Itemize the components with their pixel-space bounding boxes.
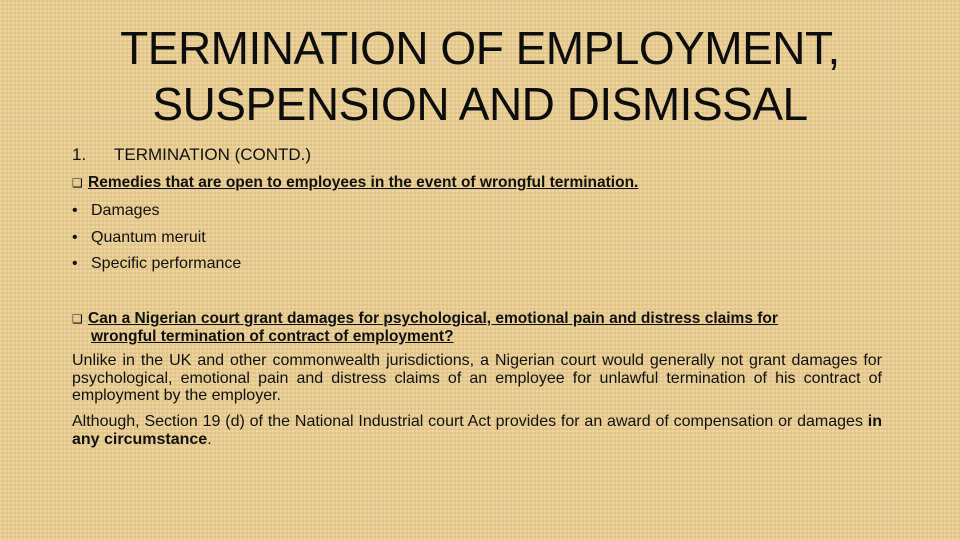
section-number: 1. <box>72 145 87 164</box>
question-line-2: wrongful termination of contract of employment? <box>91 328 454 345</box>
list-item <box>72 251 241 278</box>
bullet-icon: • <box>72 202 78 219</box>
section-heading <box>72 144 311 166</box>
paragraph-2-bold: in any circumstance <box>72 413 882 448</box>
remedies-heading-text: Remedies that are open to employees in the event of wrongful termination. <box>88 174 639 191</box>
bullet-icon: • <box>72 228 78 246</box>
slide-title <box>0 20 960 132</box>
list-item <box>72 225 241 252</box>
checkbox-bullet-icon: ❑ <box>72 312 83 326</box>
list-item-text: Quantum meruit <box>91 228 206 246</box>
remedies-heading <box>72 174 638 192</box>
list-item <box>72 198 241 225</box>
section-title: TERMINATION (CONTD.) <box>114 145 312 164</box>
question-heading <box>72 310 882 345</box>
bullet-icon: • <box>72 255 78 272</box>
list-item-text: Damages <box>91 202 160 219</box>
title-line-2: SUSPENSION AND DISMISSAL <box>152 78 808 130</box>
checkbox-bullet-icon: ❑ <box>72 176 83 190</box>
paragraph-2-text: Although, Section 19 (d) of the National Industrial court Act provides for an award of compensation or damages <box>72 413 868 430</box>
remedies-list <box>72 198 241 278</box>
question-line-1: Can a Nigerian court grant damages for psychological, emotional pain and distress claims for <box>88 310 778 327</box>
paragraph-2-end: . <box>207 430 212 448</box>
title-line-1: TERMINATION OF EMPLOYMENT, <box>120 22 840 74</box>
paragraph-2 <box>72 413 882 448</box>
list-item-text: Specific performance <box>91 255 242 272</box>
paragraph-1: Unlike in the UK and other commonwealth jurisdictions, a Nigerian court would generally not grant damages for psychological, emotional pain and distress claims of an employee for unlawful termination of his contract of employment by the employer. <box>72 352 882 404</box>
